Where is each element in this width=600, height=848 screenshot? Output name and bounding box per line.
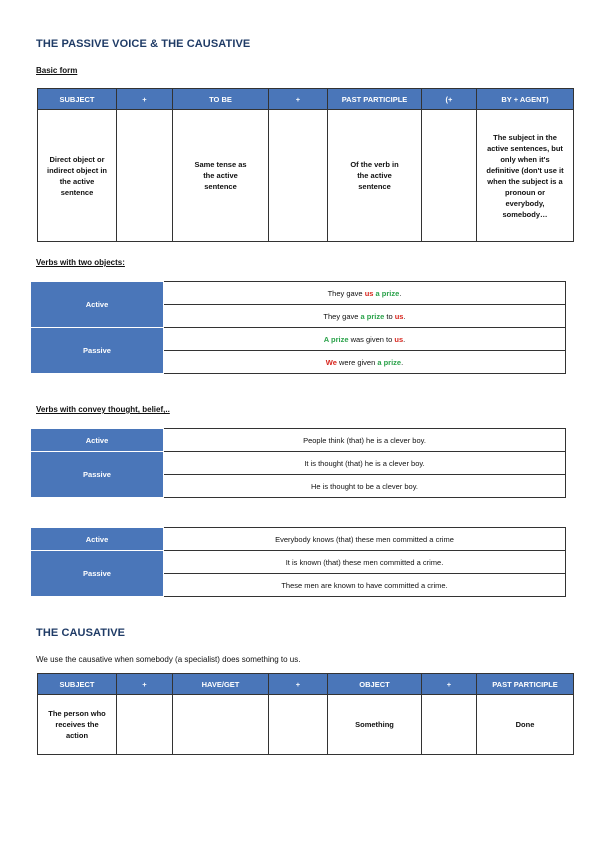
sentence-segment: a prize	[360, 311, 385, 321]
sentence-segment: us	[394, 311, 404, 321]
header-to-be: TO BE	[173, 89, 269, 110]
cell-empty	[422, 110, 477, 242]
active-label: Active	[31, 528, 164, 551]
header-by-agent: BY + AGENT)	[477, 89, 574, 110]
sentence-segment: to	[384, 311, 395, 321]
cell-subject: Direct object or indirect object in the active sentence	[38, 110, 117, 242]
cell-empty	[269, 695, 328, 755]
thought-passive-sentence: It is thought (that) he is a clever boy.	[164, 452, 566, 475]
cell-empty	[117, 110, 173, 242]
sentence-segment: were given	[336, 357, 378, 367]
header-have-get: HAVE/GET	[173, 674, 269, 695]
cell-object: Something	[328, 695, 422, 755]
header-past-participle: PAST PARTICIPLE	[328, 89, 422, 110]
sentence-segment: was given to	[348, 334, 395, 344]
two-objects-heading: Verbs with two objects:	[36, 258, 125, 267]
passive-label: Passive	[31, 328, 164, 374]
header-open-paren: (+	[422, 89, 477, 110]
table-row	[31, 328, 566, 351]
sentence-segment: .	[399, 288, 402, 298]
table-row	[31, 551, 566, 574]
cell-empty	[117, 695, 173, 755]
knows-active-sentence: Everybody knows (that) these men committed a crime	[164, 528, 566, 551]
passive-label: Passive	[31, 551, 164, 597]
causative-body-row	[38, 695, 574, 755]
basic-form-table	[37, 88, 574, 242]
sentence-segment: a prize	[375, 288, 400, 298]
active-label: Active	[31, 282, 164, 328]
passive-label: Passive	[31, 452, 164, 498]
active-label: Active	[31, 429, 164, 452]
knows-passive-sentence: It is known (that) these men committed a crime.	[164, 551, 566, 574]
knows-table	[30, 527, 566, 597]
header-past-participle: PAST PARTICIPLE	[477, 674, 574, 695]
sentence-segment: .	[401, 357, 404, 367]
causative-header-row	[38, 674, 574, 695]
table-row	[31, 429, 566, 452]
basic-form-body-row	[38, 110, 574, 242]
basic-form-heading: Basic form	[36, 66, 78, 75]
table-row	[31, 282, 566, 305]
thought-heading: Verbs with convey thought, belief,..	[36, 405, 170, 414]
header-plus: +	[269, 89, 328, 110]
sentence-segment: us	[364, 288, 374, 298]
causative-table	[37, 673, 574, 755]
sentence-segment: We	[325, 357, 337, 367]
cell-subject: The person who receives the action	[38, 695, 117, 755]
knows-passive-sentence: These men are known to have committed a crime.	[164, 574, 566, 597]
thought-passive-sentence: He is thought to be a clever boy.	[164, 475, 566, 498]
causative-heading: THE CAUSATIVE	[36, 627, 126, 639]
table-row	[31, 452, 566, 475]
two-objects-sentence	[164, 305, 566, 328]
sentence-segment: They gave	[323, 311, 361, 321]
header-object: OBJECT	[328, 674, 422, 695]
header-subject: SUBJECT	[38, 89, 117, 110]
table-row	[31, 528, 566, 551]
sentence-segment: A prize	[323, 334, 349, 344]
two-objects-sentence	[164, 351, 566, 374]
page-title: THE PASSIVE VOICE & THE CAUSATIVE	[36, 38, 251, 50]
sentence-segment: a prize	[377, 357, 402, 367]
two-objects-table	[30, 281, 566, 374]
two-objects-sentence	[164, 328, 566, 351]
header-plus: +	[422, 674, 477, 695]
basic-form-header-row	[38, 89, 574, 110]
cell-past-participle: Done	[477, 695, 574, 755]
cell-agent: The subject in the active sentences, but only when it's definitive (don't use it when the subject is a pronoun or everybody, somebody…	[477, 110, 574, 242]
thought-active-sentence: People think (that) he is a clever boy.	[164, 429, 566, 452]
cell-empty	[269, 110, 328, 242]
sentence-segment: us	[394, 334, 404, 344]
cell-empty	[173, 695, 269, 755]
thought-table	[30, 428, 566, 498]
header-plus: +	[117, 89, 173, 110]
header-subject: SUBJECT	[38, 674, 117, 695]
two-objects-sentence	[164, 282, 566, 305]
cell-to-be: Same tense as the active sentence	[173, 110, 269, 242]
causative-intro: We use the causative when somebody (a specialist) does something to us.	[36, 655, 301, 664]
sentence-segment: .	[403, 311, 406, 321]
cell-past-participle: Of the verb in the active sentence	[328, 110, 422, 242]
cell-empty	[422, 695, 477, 755]
header-plus: +	[117, 674, 173, 695]
sentence-segment: They gave	[327, 288, 365, 298]
header-plus: +	[269, 674, 328, 695]
sentence-segment: .	[403, 334, 406, 344]
